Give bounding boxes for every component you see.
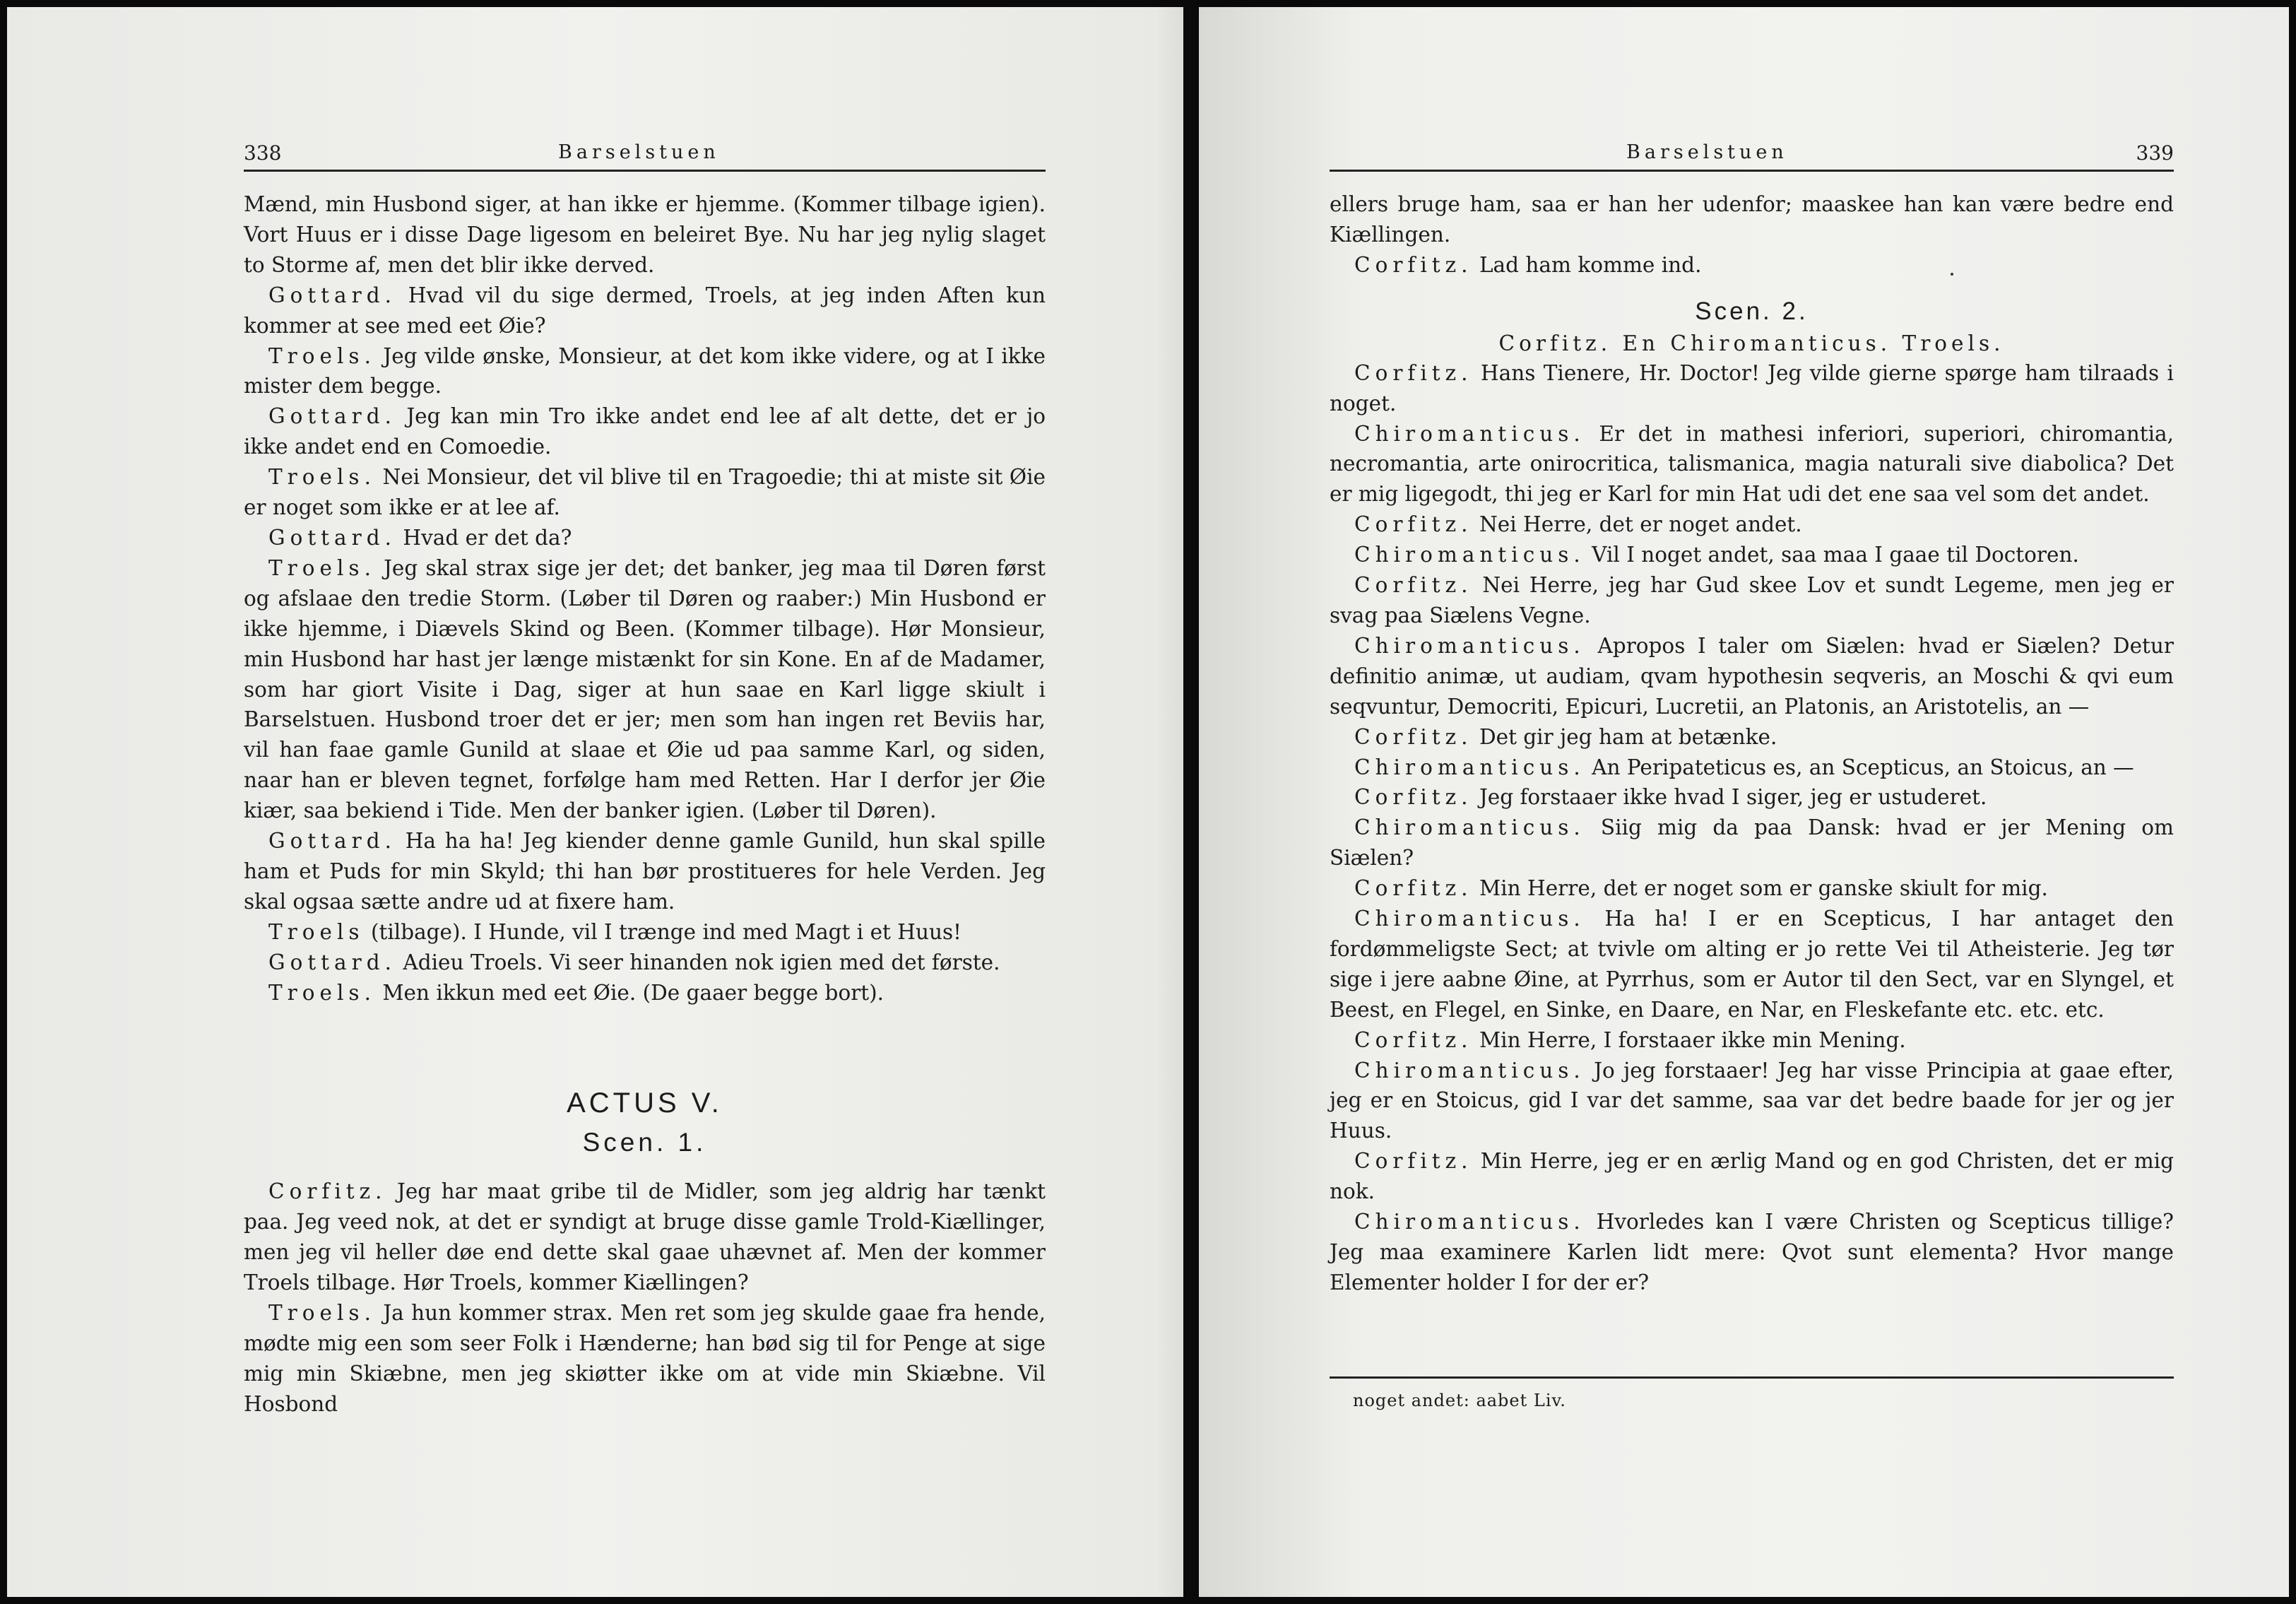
right-paragraphs-scene <box>1330 358 2174 1298</box>
speaker-name: Corfitz. <box>268 1179 387 1204</box>
paragraph-text: Hvad er det da? <box>403 525 572 550</box>
paragraph <box>1330 570 2174 631</box>
paragraph <box>1330 1056 2174 1147</box>
paragraph-text: (tilbage). I Hunde, vil I trænge ind med Magt i et Huus! <box>370 919 961 944</box>
paragraph <box>1330 1146 2174 1207</box>
paragraph-text: Ja hun kommer strax. Men ret som jeg skulde gaae fra hende, mødte mig een som seer Folk i Hænderne; han bød sig til for Penge at sige mig min Skiæbne, men jeg skiøtter ikke om at vide min Skiæbne. Vil Hosbond <box>244 1301 1046 1416</box>
footnote-rule <box>1330 1376 2174 1379</box>
paragraph <box>244 948 1046 978</box>
paragraph <box>1330 722 2174 753</box>
paragraph-text: Apropos I taler om Siælen: hvad er Siælen? Detur definitio animæ, ut audiam, qvam hypothesin seqveris, an Moschi & qvi eum seqvuntur, Democriti, Epicuri, Lucretii, an Platonis, an Aristotelis, an — <box>1330 633 2174 719</box>
left-page-text <box>244 189 1046 1420</box>
paragraph <box>1330 419 2174 510</box>
paragraph-text: Nei Herre, jeg har Gud skee Lov et sundt Legeme, men jeg er svag paa Siælens Vegne. <box>1330 573 2174 627</box>
scene-heading: Scen. 1. <box>582 1128 707 1157</box>
paragraph-text: Jo jeg forstaaer! Jeg har visse Principia at gaae efter, jeg er en Stoicus, gid I var det samme, saa var det bedre baade for jer og jer Huus. <box>1330 1058 2174 1143</box>
right-paragraphs <box>1330 189 2174 281</box>
paragraph-text: An Peripateticus es, an Scepticus, an Stoicus, an — <box>1592 755 2134 779</box>
paragraph-text: Min Herre, I forstaaer ikke min Mening. <box>1479 1027 1906 1052</box>
right-page-header <box>1330 141 2174 172</box>
speaker-name: Corfitz. <box>1354 724 1473 749</box>
paragraph <box>1330 358 2174 419</box>
speaker-name: Chiromanticus. <box>1354 1058 1585 1083</box>
paragraph <box>244 462 1046 523</box>
running-title: Barselstuen <box>1626 141 1788 163</box>
paragraph-text: Lad ham komme ind. <box>1479 252 1702 277</box>
paragraph <box>1330 189 2174 250</box>
speaker-name: Corfitz. <box>1354 1149 1473 1174</box>
gutter-shadow <box>1155 7 1183 1597</box>
paragraph-text: Nei Herre, det er noget andet. <box>1479 512 1802 537</box>
paragraph-text: Er det in mathesi inferiori, superiori, chiromantia, necromantia, arte onirocritica, talismanica, magia naturali sive diabolica? Det er mig ligegodt, thi jeg er Karl for min Hat udi det ene saa vel som det andet. <box>1330 421 2174 507</box>
paragraph-text: Ha ha ha! Jeg kiender denne gamle Gunild, hun skal spille ham et Puds for min Skyld; thi han bør prostitueres for hele Verden. Jeg skal ogsaa sætte andre ud at fixere ham. <box>244 829 1046 914</box>
scene-heading: Scen. 2. <box>1695 297 1809 325</box>
paragraph <box>244 341 1046 402</box>
footnote: noget andet: aabet Liv. <box>1353 1391 1566 1410</box>
paragraph <box>1330 904 2174 1025</box>
paragraph <box>244 523 1046 553</box>
paragraph-text: Hvad vil du sige dermed, Troels, at jeg inden Aften kun kommer at see med eet Øie? <box>244 283 1046 338</box>
speaker-name: Corfitz. <box>1354 573 1473 598</box>
left-paragraphs <box>244 189 1046 1008</box>
paragraph <box>1330 753 2174 783</box>
paragraph-text: Min Herre, det er noget som er ganske skiult for mig. <box>1479 876 2048 901</box>
paragraph <box>244 1177 1046 1298</box>
speaker-name: Corfitz. <box>1354 252 1473 277</box>
paragraph <box>1330 509 2174 540</box>
speaker-name: Troels. <box>268 343 376 368</box>
speaker-name: Gottard. <box>268 283 396 307</box>
paragraph-text: Vil I noget andet, saa maa I gaae til Doctoren. <box>1592 543 2079 567</box>
speaker-name: Chiromanticus. <box>1354 421 1585 446</box>
paragraph <box>1330 1207 2174 1298</box>
paragraph-text: Adieu Troels. Vi seer hinanden nok igien med det første. <box>403 950 1000 974</box>
paragraph-text: Siig mig da paa Dansk: hvad er jer Mening om Siælen? <box>1330 815 2174 871</box>
speaker-name: Corfitz. <box>1354 512 1473 537</box>
speaker-name: Corfitz. <box>1354 785 1473 810</box>
print-speck <box>1951 273 1953 276</box>
act-heading: ACTUS V. <box>567 1087 723 1119</box>
paragraph <box>244 1298 1046 1420</box>
paragraph <box>1330 1025 2174 1056</box>
paragraph <box>244 826 1046 917</box>
paragraph <box>244 401 1046 462</box>
paragraph <box>1330 813 2174 873</box>
speaker-name: Gottard. <box>268 525 396 550</box>
page-number: 338 <box>244 141 282 165</box>
paragraph <box>1330 631 2174 722</box>
speaker-name: Chiromanticus. <box>1354 633 1585 658</box>
paragraph-text: Det gir jeg ham at betænke. <box>1479 724 1777 749</box>
paragraph-text: Ha ha! I er en Scepticus, I har antaget den fordømmeligste Sect; at tvivle om alting er jo rette Vei til Atheisterie. Jeg tør sige i jere aabne Øine, at Pyrrhus, som er Autor til den Sect, var en Slyngel, et Beest, en Flegel, en Sinke, en Daare, en Nar, en Fleskefante etc. etc. etc. <box>1330 907 2174 1022</box>
speaker-name: Corfitz. <box>1354 360 1473 385</box>
paragraph <box>244 281 1046 341</box>
speaker-name: Chiromanticus. <box>1354 815 1585 840</box>
speaker-name: Chiromanticus. <box>1354 1210 1585 1234</box>
paragraph-text: Men ikkun med eet Øie. (De gaaer begge bort). <box>382 980 884 1005</box>
paragraph-text: Jeg vilde ønske, Monsieur, at det kom ikke videre, og at I ikke mister dem begge. <box>244 343 1046 399</box>
paragraph-text: Hans Tienere, Hr. Doctor! Jeg vilde gierne spørge ham tilraads i noget. <box>1330 360 2174 415</box>
speaker-name: Corfitz. <box>1354 876 1473 901</box>
speaker-name: Gottard. <box>268 950 396 974</box>
paragraph-text: Jeg skal strax sige jer det; det banker, jeg maa til Døren først og afslaae den tredie Storm. (Løber til Døren og raaber:) Min Husbond er ikke hjemme, i Diævels Skind og Been. (Kommer tilbage). Hør Monsieur, min Husbond har hast jer længe mistænkt for sin Kone. En af de Madamer, som har giort Visite i Dag, siger at hun saae en Karl ligge skiult i Barselstuen. Husbond troer det er jer; men som han ingen ret Beviis har, vil han faae gamle Gunild at slaae et Øie ud paa samme Karl, og siden, naar han er bleven tegnet, forfølge ham med Retten. Har I derfor jer Øie kiær, saa bekiend i Tide. Men der banker igien. (Løber til Døren). <box>244 555 1046 823</box>
paragraph <box>244 917 1046 948</box>
running-title: Barselstuen <box>558 141 720 163</box>
paragraph-text: Mænd, min Husbond siger, at han ikke er hjemme. (Kommer tilbage igien). Vort Huus er i disse Dage ligesom en beleiret Bye. Nu har jeg nylig slaget to Storme af, men det blir ikke derved. <box>244 192 1046 277</box>
left-page <box>7 7 1183 1597</box>
speaker-name: Troels. <box>268 1301 376 1326</box>
paragraph <box>1330 250 2174 281</box>
paragraph <box>244 978 1046 1008</box>
paragraph-text: Jeg kan min Tro ikke andet end lee af alt dette, det er jo ikke andet end en Comoedie. <box>244 404 1046 459</box>
paragraph-text: Min Herre, jeg er en ærlig Mand og en god Christen, det er mig nok. <box>1330 1149 2174 1204</box>
cast-line: Corfitz. En Chiromanticus. Troels. <box>1498 331 2005 355</box>
right-page <box>1199 7 2289 1597</box>
page-number: 339 <box>2136 141 2174 165</box>
left-paragraphs-scene <box>244 1177 1046 1419</box>
left-page-header <box>244 141 1046 172</box>
speaker-name: Troels. <box>268 980 376 1005</box>
paragraph-text: Jeg har maat gribe til de Midler, som jeg aldrig har tænkt paa. Jeg veed nok, at det er syndigt at bruge disse gamle Trold-Kiællinger, men jeg vil heller døe end dette skal gaae uhævnet af. Men der kommer Troels tilbage. Hør Troels, kommer Kiællingen? <box>244 1179 1046 1295</box>
paragraph <box>244 553 1046 826</box>
right-page-text <box>1330 189 2174 1298</box>
paragraph <box>1330 540 2174 570</box>
speaker-name: Chiromanticus. <box>1354 907 1585 931</box>
speaker-name: Corfitz. <box>1354 1027 1473 1052</box>
speaker-name: Troels. <box>268 465 376 490</box>
paragraph-text: Hvorledes kan I være Christen og Scepticus tillige? Jeg maa examinere Karlen lidt mere: Qvot sunt elementa? Hvor mange Elementer holder I for der er? <box>1330 1210 2174 1295</box>
speaker-name: Chiromanticus. <box>1354 755 1585 779</box>
paragraph <box>1330 782 2174 813</box>
paragraph-text: Jeg forstaaer ikke hvad I siger, jeg er ustuderet. <box>1479 785 1987 810</box>
speaker-name: Chiromanticus. <box>1354 543 1585 567</box>
speaker-name: Troels <box>268 919 365 944</box>
speaker-name: Gottard. <box>268 829 396 854</box>
paragraph <box>244 189 1046 281</box>
paragraph <box>1330 873 2174 904</box>
speaker-name: Troels. <box>268 555 376 580</box>
speaker-name: Gottard. <box>268 404 396 429</box>
paragraph-text: ellers bruge ham, saa er han her udenfor; maaskee han kan være bedre end Kiællingen. <box>1330 192 2174 247</box>
paragraph-text: Nei Monsieur, det vil blive til en Tragoedie; thi at miste sit Øie er noget som ikke er at lee af. <box>244 465 1046 520</box>
